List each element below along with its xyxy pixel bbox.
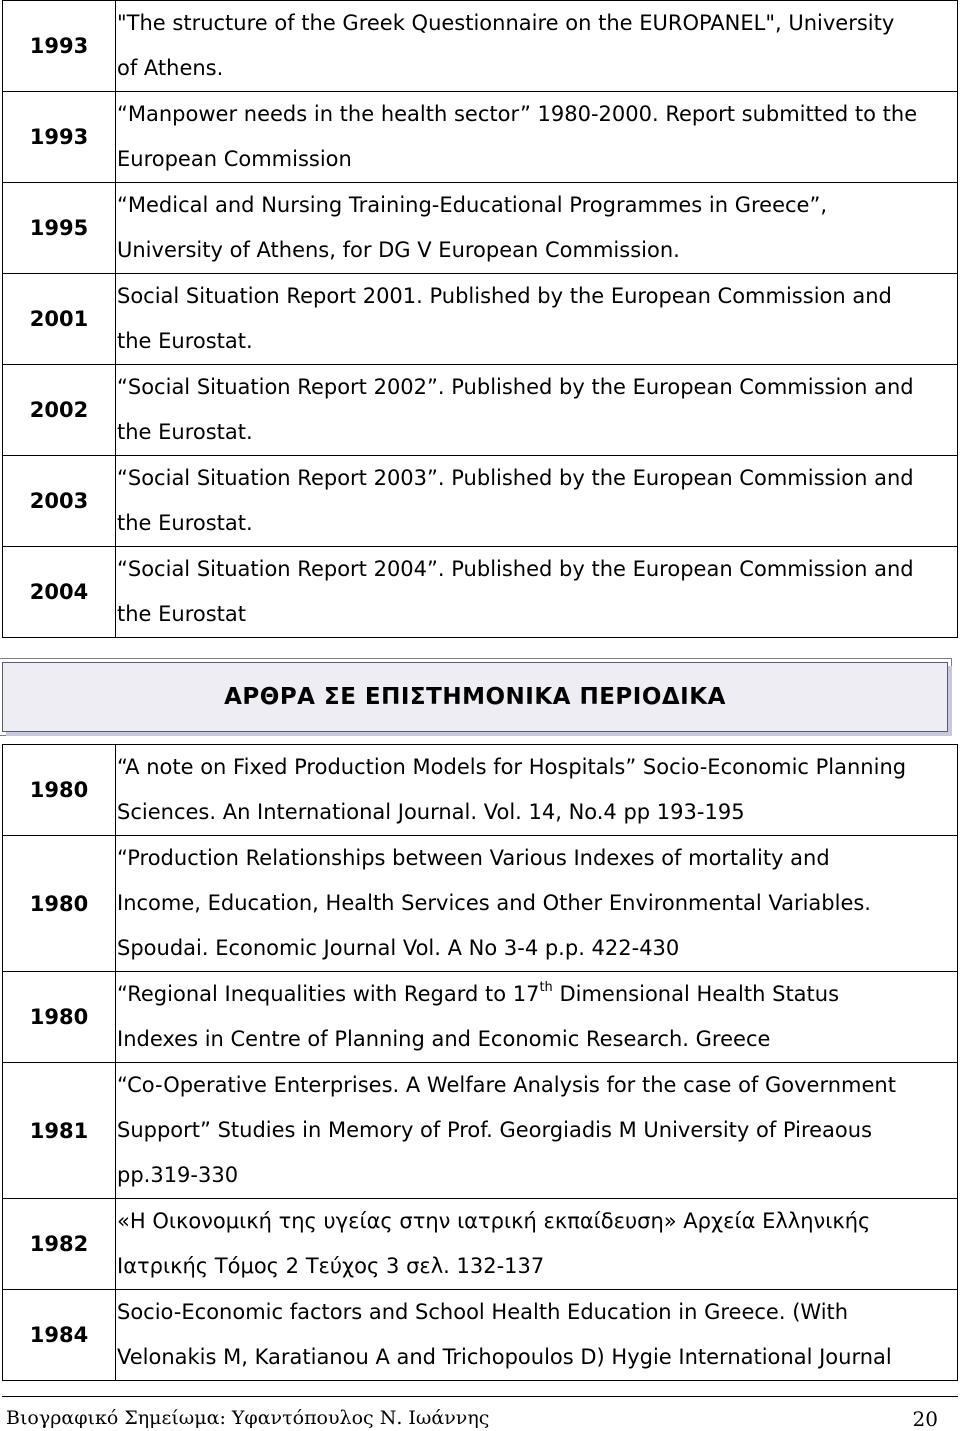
entry-line: Support” Studies in Memory of Prof. Georgiadis M University of Pireaous <box>117 1118 873 1142</box>
entry-line <box>117 972 953 1017</box>
year-cell: 2003 <box>3 456 116 547</box>
entry-line: the Eurostat. <box>117 329 253 353</box>
superscript: th <box>539 980 553 995</box>
entry-cell <box>116 547 958 638</box>
table-row <box>3 183 958 274</box>
table-row <box>3 1 958 92</box>
entry-cell <box>116 745 958 836</box>
entry-text: Dimensional Health Status <box>552 982 840 1006</box>
footer-divider <box>2 1396 958 1397</box>
entry-line: European Commission <box>117 147 352 171</box>
year-cell: 1993 <box>3 1 116 92</box>
table-row <box>3 365 958 456</box>
year-cell: 1981 <box>3 1063 116 1199</box>
entry-line: Social Situation Report 2001. Published by the European Commission and <box>117 284 892 308</box>
entry-line: University of Athens, for DG V European Commission. <box>117 238 680 262</box>
entry-line: of Athens. <box>117 56 224 80</box>
entry-line: Socio-Economic factors and School Health Education in Greece. (With <box>117 1300 849 1324</box>
page-number: 20 <box>912 1407 938 1431</box>
year-cell: 2001 <box>3 274 116 365</box>
entry-cell <box>116 1 958 92</box>
section-heading: ΑΡΘΡΑ ΣΕ ΕΠΙΣΤΗΜΟΝΙΚΑ ΠΕΡΙΟΔΙΚΑ <box>224 684 726 710</box>
year-cell: 2004 <box>3 547 116 638</box>
entry-cell <box>116 92 958 183</box>
table-row <box>3 1063 958 1199</box>
entry-cell <box>116 274 958 365</box>
table-row <box>3 972 958 1063</box>
entry-line: “Medical and Nursing Training-Educational Programmes in Greece”, <box>117 193 828 217</box>
entry-line: “Social Situation Report 2002”. Published by the European Commission and <box>117 375 914 399</box>
footer-text: Βιογραφικό Σημείωμα: Υφαντόπουλος Ν. Ιωάννης <box>6 1407 490 1429</box>
year-cell: 1984 <box>3 1290 116 1381</box>
table-row <box>3 456 958 547</box>
table-row <box>3 274 958 365</box>
year-cell: 2002 <box>3 365 116 456</box>
entry-line: “Manpower needs in the health sector” 1980-2000. Report submitted to the <box>117 102 918 126</box>
year-cell: 1980 <box>3 745 116 836</box>
entry-cell <box>116 972 958 1063</box>
entry-line: pp.319-330 <box>117 1163 239 1187</box>
year-cell: 1982 <box>3 1199 116 1290</box>
entry-line: “Social Situation Report 2003”. Published by the European Commission and <box>117 466 914 490</box>
table-row <box>3 1290 958 1381</box>
articles-table <box>2 744 958 1381</box>
year-cell: 1980 <box>3 836 116 972</box>
entry-cell <box>116 836 958 972</box>
entry-line: the Eurostat. <box>117 511 253 535</box>
entry-text: “Regional Inequalities with Regard to 17 <box>117 982 540 1006</box>
entry-line: the Eurostat <box>117 602 247 626</box>
entry-line: “Co-Operative Enterprises. A Welfare Analysis for the case of Government <box>117 1073 896 1097</box>
year-cell: 1980 <box>3 972 116 1063</box>
entry-line: "The structure of the Greek Questionnaire on the EUROPANEL", University <box>117 11 895 35</box>
section-heading-box <box>2 662 948 732</box>
year-cell: 1995 <box>3 183 116 274</box>
entry-cell <box>116 1290 958 1381</box>
table-row <box>3 836 958 972</box>
entry-line: Sciences. An International Journal. Vol. 14, No.4 pp 193-195 <box>117 800 745 824</box>
entry-line: “A note on Fixed Production Models for Hospitals” Socio-Economic Planning <box>117 755 907 779</box>
reports-table <box>2 0 958 638</box>
entry-line: “Production Relationships between Various Indexes of mortality and <box>117 846 830 870</box>
entry-line: Income, Education, Health Services and Other Environmental Variables. <box>117 891 871 915</box>
entry-cell <box>116 456 958 547</box>
entry-line: «Η Οικονομική της υγείας στην ιατρική εκπαίδευση» Αρχεία Ελληνικής <box>117 1209 871 1233</box>
entry-cell <box>116 1199 958 1290</box>
entry-cell <box>116 365 958 456</box>
entry-cell <box>116 1063 958 1199</box>
table-row <box>3 547 958 638</box>
year-cell: 1993 <box>3 92 116 183</box>
entry-line: Spoudai. Economic Journal Vol. A No 3-4 p.p. 422-430 <box>117 936 680 960</box>
table-row <box>3 92 958 183</box>
table-row <box>3 745 958 836</box>
entry-line: Velonakis M, Karatianou A and Trichopoulos D) Hygie International Journal <box>117 1345 892 1369</box>
entry-line: the Eurostat. <box>117 420 253 444</box>
entry-line: Ιατρικής Τόμος 2 Τεύχος 3 σελ. 132-137 <box>117 1254 545 1278</box>
entry-line: “Social Situation Report 2004”. Published by the European Commission and <box>117 557 914 581</box>
entry-line: Indexes in Centre of Planning and Economic Research. Greece <box>117 1027 771 1051</box>
entry-cell <box>116 183 958 274</box>
table-row <box>3 1199 958 1290</box>
